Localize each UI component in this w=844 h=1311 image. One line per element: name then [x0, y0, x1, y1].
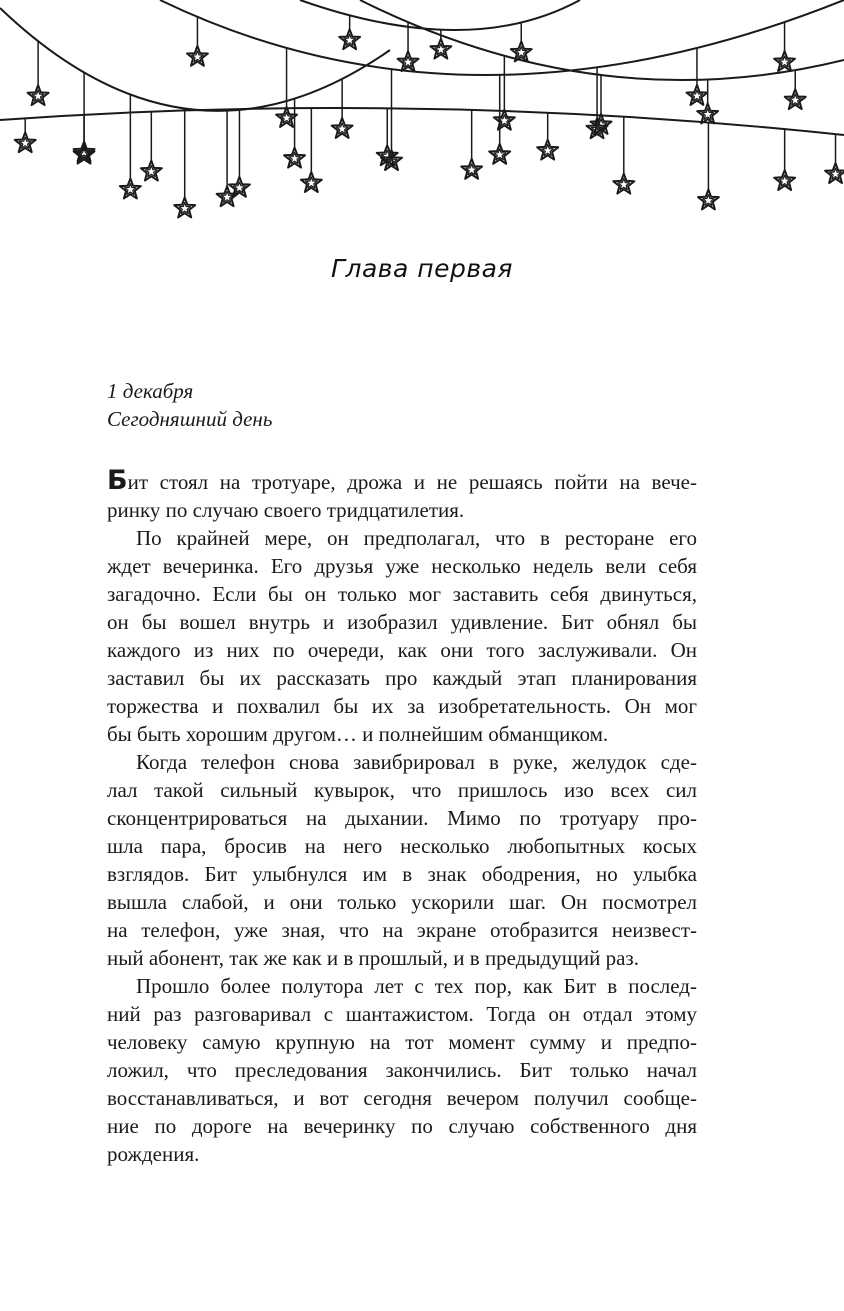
- garland-string: [360, 0, 844, 80]
- star-ornament-icon: [430, 39, 451, 59]
- star-ornament-icon: [120, 179, 141, 199]
- star-ornament-icon: [332, 118, 353, 138]
- text-line: вышла слабой, и они только ускорили шаг. Он посмотрел: [107, 890, 697, 914]
- star-ornament-icon: [398, 51, 419, 71]
- text-line: загадочно. Если бы он только мог заставить себя двинуться,: [107, 582, 697, 606]
- star-ornament-icon: [174, 198, 195, 218]
- text-line: каждого из них по очереди, как они того заслуживали. Он: [107, 638, 697, 662]
- garland-string: [160, 0, 844, 75]
- garland-string: [300, 0, 580, 30]
- star-ornament-icon: [774, 170, 795, 190]
- text-line: сконцентрироваться на дыхании. Мимо по тротуару про-: [107, 806, 697, 830]
- text-line: лал такой сильный кувырок, что пришлось изо всех сил: [107, 778, 697, 802]
- text-line: бы быть хорошим другом… и полнейшим обманщиком.: [107, 722, 609, 746]
- text-line: Прошло более полутора лет с тех пор, как Бит в послед-: [136, 974, 697, 998]
- star-ornament-icon: [687, 85, 708, 105]
- text-line: ждет вечеринка. Его друзья уже несколько недель вели себя: [107, 554, 697, 578]
- text-line: на телефон, уже зная, что на экране отобразится неизвест-: [107, 918, 697, 942]
- text-line: рождения.: [107, 1142, 200, 1166]
- star-ornament-icon: [698, 190, 719, 210]
- text-line: ложил, что преследования закончились. Бит только начал: [107, 1058, 697, 1082]
- star-ornament-icon: [489, 144, 510, 164]
- star-ornament-icon: [284, 148, 305, 168]
- star-ornament-icon: [697, 104, 718, 124]
- text-line: шла пара, бросив на него несколько любопытных косых: [107, 834, 697, 858]
- text-line: ит стоял на тротуаре, дрожа и не решаясь пойти на вече-: [127, 470, 697, 494]
- star-ornament-icon: [461, 159, 482, 179]
- text-line: Когда телефон снова завибрировал в руке, желудок сде-: [136, 750, 697, 774]
- star-ornament-icon: [15, 132, 36, 152]
- star-ornament-icon: [339, 29, 360, 49]
- text-line: ние по дороге на вечеринку по случаю собственного дня: [107, 1114, 697, 1138]
- star-ornament-icon: [537, 140, 558, 160]
- drop-cap: Б: [107, 465, 128, 496]
- text-line: ний раз разговаривал с шантажистом. Тогда он отдал этому: [107, 1002, 697, 1026]
- text-line: восстанавливаться, и вот сегодня вечером получил сообще-: [107, 1086, 697, 1110]
- text-line: ринку по случаю своего тридцатилетия.: [107, 498, 465, 522]
- text-line: он бы вошел внутрь и изобразил удивление. Бит обнял бы: [107, 610, 697, 634]
- star-ornament-icon: [28, 85, 49, 105]
- star-ornament-icon: [774, 51, 795, 71]
- date-subtitle: Сегодняшний день: [107, 407, 273, 431]
- star-ornament-icon: [825, 163, 844, 183]
- star-ornament-icon: [301, 172, 322, 192]
- text-line: взглядов. Бит улыбнулся им в знак ободрения, но улыбка: [107, 862, 697, 886]
- star-ornament-icon: [141, 161, 162, 181]
- chapter-title: Глава первая: [331, 254, 513, 283]
- text-line: заставил бы их рассказать про каждый этап планирования: [107, 666, 697, 690]
- date-line: 1 декабря: [107, 379, 194, 403]
- star-ornament-icon: [494, 110, 515, 130]
- text-line: человеку самую крупную на тот момент сумму и предпо-: [107, 1030, 697, 1054]
- star-ornament-icon: [613, 174, 634, 194]
- star-ornament-icon: [187, 46, 208, 66]
- text-line-1: [107, 465, 697, 496]
- text-line: торжества и похвалил бы их за изобретательность. Он мог: [107, 694, 697, 718]
- text-line: ный абонент, так же как и в прошлый, и в предыдущий раз.: [107, 946, 639, 970]
- text-line: По крайней мере, он предполагал, что в ресторане его: [136, 526, 697, 550]
- star-ornament-icon: [785, 89, 806, 109]
- star-garland-icon: [0, 0, 844, 235]
